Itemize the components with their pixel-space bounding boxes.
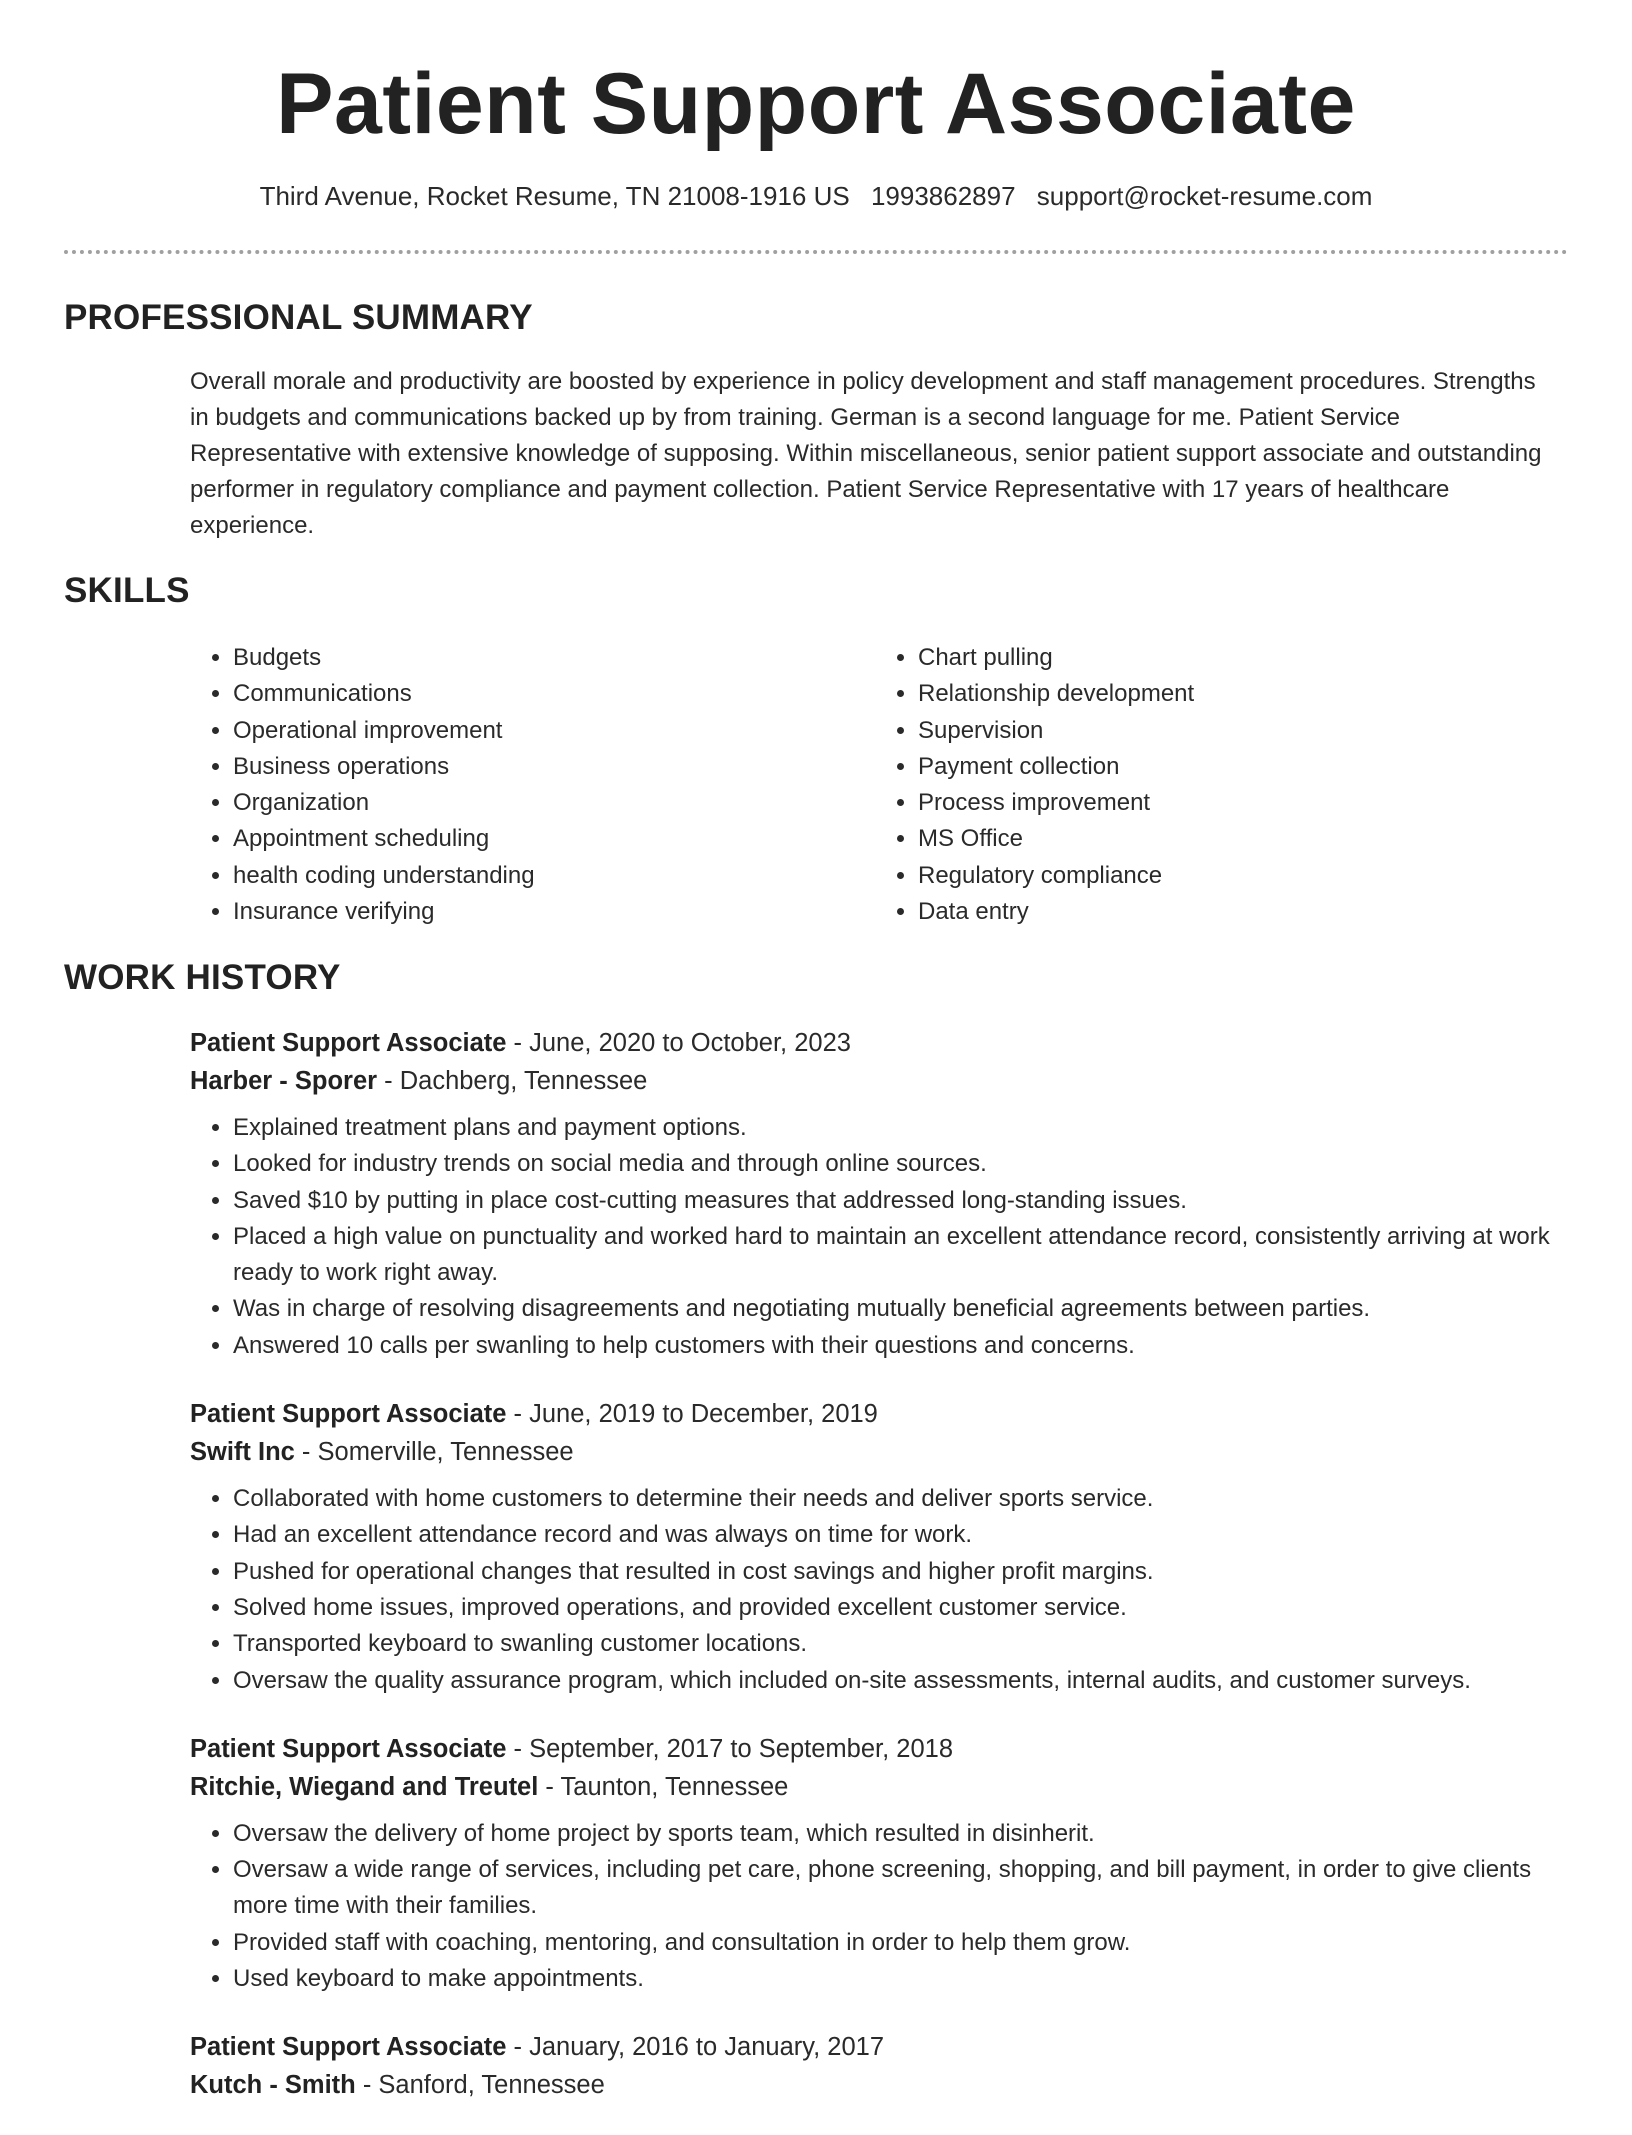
contact-address: Third Avenue, Rocket Resume, TN 21008-1916 US	[259, 181, 850, 211]
skill-item: • Organization	[233, 785, 875, 821]
skill-item: • Supervision	[918, 713, 1560, 749]
job-title-line	[190, 1730, 1570, 1768]
skill-item: • Chart pulling	[918, 640, 1560, 676]
job-company: Swift Inc	[190, 1438, 295, 1467]
skills-list	[190, 640, 1560, 930]
job-bullet: • Had an excellent attendance record and was always on time for work.	[233, 1517, 1570, 1553]
job-bullet: • Provided staff with coaching, mentoring, and consultation in order to help them grow.	[233, 1925, 1570, 1961]
skill-item: • Regulatory compliance	[918, 858, 1560, 894]
job-bullet: • Transported keyboard to swanling customer locations.	[233, 1626, 1570, 1662]
job-title: Patient Support Associate	[190, 2033, 507, 2062]
contact-line	[0, 178, 1632, 214]
skill-item: • Process improvement	[918, 785, 1560, 821]
skill-item: • Relationship development	[918, 676, 1560, 712]
job-title-line	[190, 1024, 1570, 1062]
skills-heading: SKILLS	[64, 571, 190, 610]
job-entry	[190, 1730, 1570, 1997]
skill-item: • MS Office	[918, 821, 1560, 857]
job-bullet: • Looked for industry trends on social media and through online sources.	[233, 1146, 1570, 1182]
job-bullet: • Collaborated with home customers to determine their needs and deliver sports service.	[233, 1481, 1570, 1517]
job-title-line	[190, 2028, 1570, 2066]
job-company: Kutch - Smith	[190, 2071, 356, 2100]
job-bullet: • Oversaw the quality assurance program, which included on-site assessments, internal audits, and customer surveys.	[233, 1663, 1570, 1699]
skill-item: • Payment collection	[918, 749, 1560, 785]
work-history-heading: WORK HISTORY	[64, 958, 341, 997]
skills-column-left	[190, 640, 875, 930]
job-dates: - June, 2020 to October, 2023	[506, 1029, 851, 1057]
skill-item: • health coding understanding	[233, 858, 875, 894]
job-dates: - September, 2017 to September, 2018	[506, 1734, 954, 1763]
job-location: - Dachberg, Tennessee	[377, 1067, 648, 1095]
job-bullet: • Explained treatment plans and payment options.	[233, 1110, 1570, 1146]
job-entry	[190, 1395, 1570, 1699]
job-bullet: • Used keyboard to make appointments.	[233, 1961, 1570, 1997]
job-dates: - June, 2019 to December, 2019	[506, 1400, 878, 1429]
contact-phone: 1993862897	[870, 181, 1016, 211]
skill-item: • Insurance verifying	[233, 894, 875, 930]
job-bullet: • Saved $10 by putting in place cost-cutting measures that addressed long-standing issues.	[233, 1183, 1570, 1219]
work-history-list	[190, 1024, 1570, 2135]
skill-item: • Communications	[233, 676, 875, 712]
skill-item: • Budgets	[233, 640, 875, 676]
job-bullet: • Oversaw a wide range of services, including pet care, phone screening, shopping, and bill payment, in order to give clients more time with their families.	[233, 1852, 1570, 1925]
job-bullet: • Answered 10 calls per swanling to help customers with their questions and concerns.	[233, 1328, 1570, 1364]
skill-item: • Business operations	[233, 749, 875, 785]
job-title: Patient Support Associate	[190, 1029, 507, 1057]
header-divider	[64, 250, 1568, 254]
job-title-line	[190, 1395, 1570, 1433]
job-entry	[190, 1024, 1570, 1364]
job-dates: - January, 2016 to January, 2017	[506, 2033, 884, 2062]
candidate-name: Patient Support Associate	[276, 56, 1356, 152]
job-title: Patient Support Associate	[190, 1400, 507, 1429]
summary-heading: PROFESSIONAL SUMMARY	[64, 298, 533, 337]
job-bullet: • Was in charge of resolving disagreements and negotiating mutually beneficial agreements between parties.	[233, 1291, 1570, 1327]
job-location: - Taunton, Tennessee	[538, 1772, 789, 1801]
job-bullets	[190, 1110, 1570, 1364]
job-company-line	[190, 1768, 1570, 1806]
job-entry	[190, 2028, 1570, 2104]
job-company-line	[190, 1433, 1570, 1471]
skills-column-right	[875, 640, 1560, 930]
skill-item: • Appointment scheduling	[233, 821, 875, 857]
skill-item: • Operational improvement	[233, 713, 875, 749]
job-bullets	[190, 1481, 1570, 1699]
job-company-line	[190, 2066, 1570, 2104]
summary-text: Overall morale and productivity are boosted by experience in policy development and staff management procedures. Strengths in budgets and communications backed up by from training. German is a second language for me. Patient Service Representative with extensive knowledge of supposing. Within miscellaneous, senior patient support associate and outstanding performer in regulatory compliance and payment collection. Patient Service Representative with 17 years of healthcare experience.	[190, 368, 1542, 539]
job-location: - Sanford, Tennessee	[355, 2071, 605, 2100]
job-bullet: • Solved home issues, improved operations, and provided excellent customer service.	[233, 1590, 1570, 1626]
job-company-line	[190, 1062, 1570, 1100]
job-bullet: • Pushed for operational changes that resulted in cost savings and higher profit margins.	[233, 1554, 1570, 1590]
resume-header	[0, 0, 1632, 214]
contact-email: support@rocket-resume.com	[1036, 181, 1373, 211]
job-location: - Somerville, Tennessee	[294, 1438, 574, 1467]
job-title: Patient Support Associate	[190, 1734, 507, 1763]
job-bullets	[190, 1816, 1570, 1997]
skill-item: • Data entry	[918, 894, 1560, 930]
job-bullet: • Placed a high value on punctuality and worked hard to maintain an excellent attendance record, consistently arriving at work ready to work right away.	[233, 1219, 1570, 1292]
job-company: Harber - Sporer	[190, 1067, 378, 1095]
job-company: Ritchie, Wiegand and Treutel	[190, 1772, 539, 1801]
job-bullet: • Oversaw the delivery of home project by sports team, which resulted in disinherit.	[233, 1816, 1570, 1852]
